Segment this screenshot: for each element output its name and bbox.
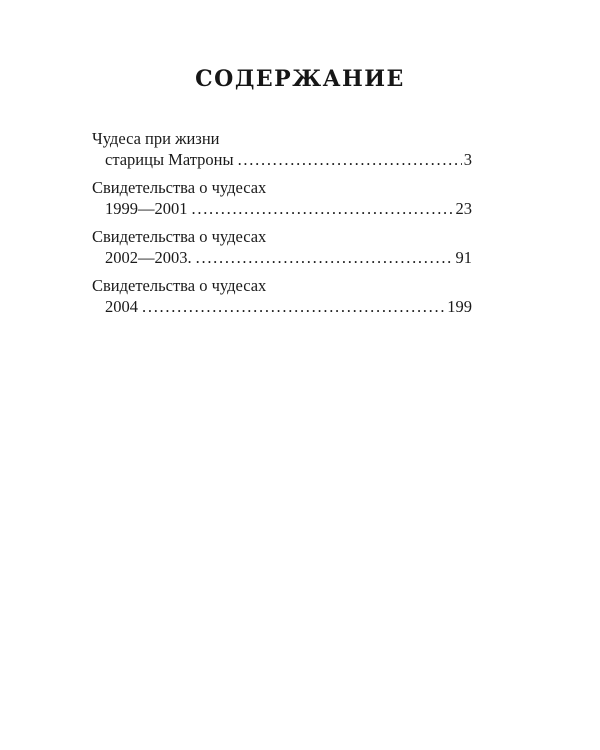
dot-leader	[196, 247, 454, 268]
toc-entry	[92, 275, 472, 317]
toc-entry-second-line	[92, 149, 472, 170]
toc-entry-title: Свидетельства о чудесах	[92, 178, 267, 197]
page-title: СОДЕРЖАНИЕ	[195, 66, 405, 92]
toc-entry-second-line	[92, 198, 472, 219]
toc-entry-second-line	[92, 247, 472, 268]
toc-entry	[92, 128, 472, 170]
toc-entry-first-line	[92, 275, 472, 296]
toc-entry-title: Свидетельства о чудесах	[92, 227, 267, 246]
toc-entry-first-line	[92, 128, 472, 149]
toc-page-number: 91	[455, 248, 472, 267]
toc-entry-title-continuation: 2002—2003.	[105, 248, 192, 267]
toc-entry-title-continuation: старицы Матроны	[105, 150, 234, 169]
toc-page-number: 3	[463, 150, 472, 169]
toc-entry-first-line	[92, 177, 472, 198]
dot-leader	[142, 296, 445, 317]
toc-entry-title-continuation: 1999—2001	[105, 199, 188, 218]
toc-page-number: 23	[455, 199, 472, 218]
dot-leader	[192, 198, 454, 219]
toc-entry-title: Чудеса при жизни	[92, 129, 220, 148]
toc-entry	[92, 226, 472, 268]
toc-page-number: 199	[447, 297, 472, 316]
toc-entry-title: Свидетельства о чудесах	[92, 276, 267, 295]
toc-entry-title-continuation: 2004	[105, 297, 138, 316]
table-of-contents	[92, 128, 472, 324]
dot-leader	[238, 149, 462, 170]
toc-entry-first-line	[92, 226, 472, 247]
toc-entry-second-line	[92, 296, 472, 317]
toc-entry	[92, 177, 472, 219]
